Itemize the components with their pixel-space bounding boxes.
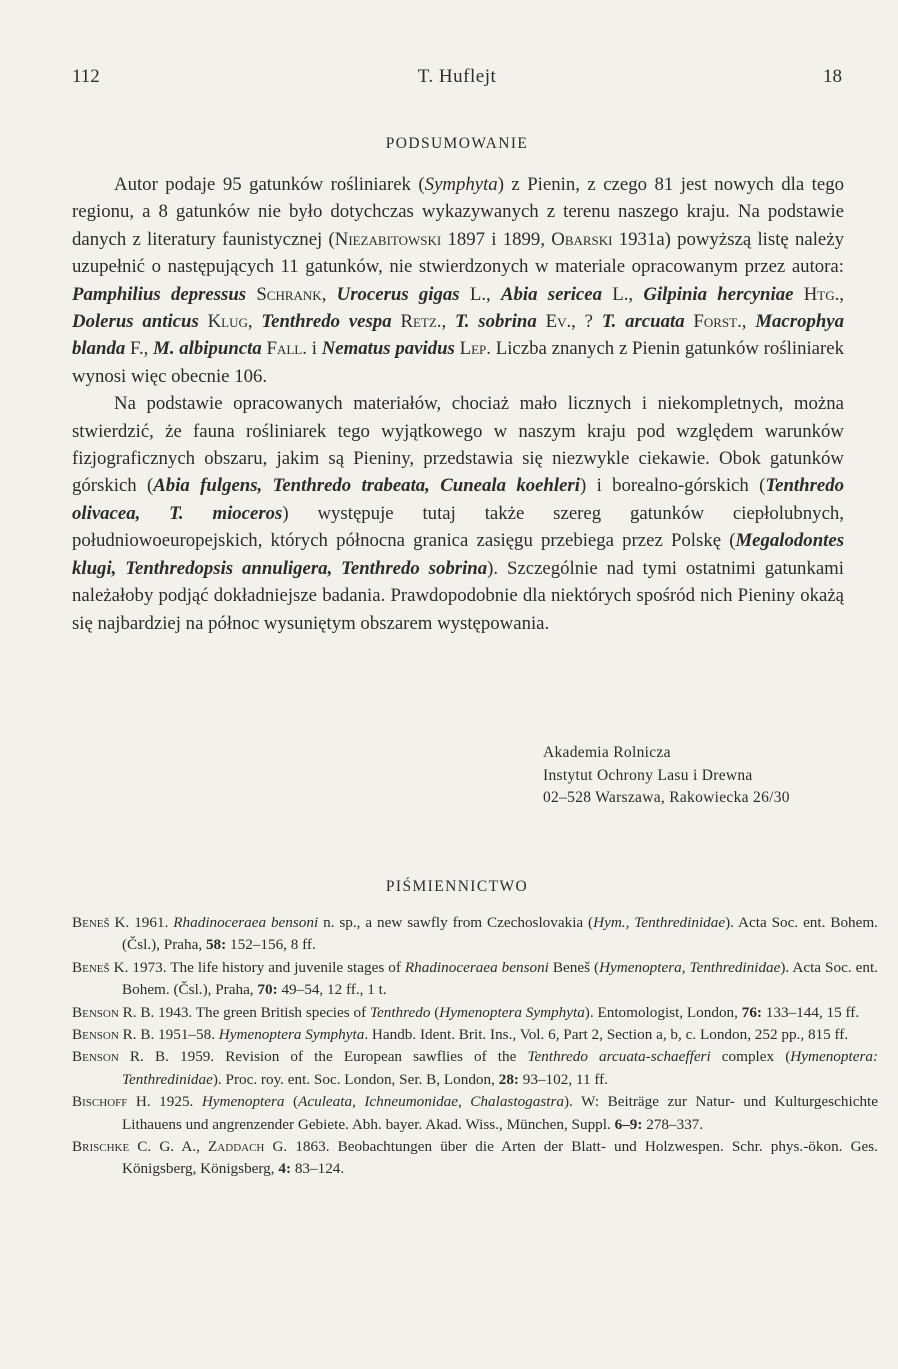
- page-number: 112: [72, 66, 100, 87]
- volume-number: 76:: [741, 1003, 762, 1021]
- reference-entry: [72, 1002, 878, 1024]
- reference-author: Beneš K.: [72, 914, 130, 931]
- text-run: ). W: Beiträge zur Natur- und Kulturgeschichte Lithauens und angrenzender Gebiete. Abh. bayer. Akad. Wiss., München, Suppl.: [122, 1093, 879, 1133]
- text-run: ). Acta Soc. ent. Bohem. (Čsl.), Praha,: [122, 914, 878, 954]
- author-address: [543, 742, 790, 810]
- issue-number: 18: [823, 66, 842, 87]
- species-author: Klug: [207, 311, 248, 333]
- text-run: ,: [839, 283, 844, 305]
- text-run: . Handb. Ident. Brit. Ins., Vol. 6, Part 2, Section a, b, c. London, 252 pp., 815 ff.: [364, 1026, 849, 1044]
- species-name: Nematus pavidus: [321, 338, 455, 360]
- text-run: (: [284, 1093, 299, 1111]
- text-run: Autor podaje 95 gatunków rośliniarek (: [114, 174, 425, 195]
- text-run: n. sp., a new sawfly from Czechoslovakia (: [318, 914, 594, 931]
- reference-entry: [72, 912, 878, 957]
- species-list: Abia fulgens, Tenthredo trabeata, Cuneala koehleri: [153, 475, 580, 497]
- species-name: Tenthredo vespa: [261, 311, 392, 333]
- text-run: ). Szczególnie nad tymi ostatnimi gatunkami należałoby podjąć dokładniejsze badania. Prawdopodobnie dla niektórych spośród nich Pieniny okażą się najbardziej na północ wysuniętym obszarem występowania.: [72, 557, 844, 634]
- species-name: Pamphilius depressus: [72, 283, 247, 305]
- text-run: ). Proc. roy. ent. Soc. London, Ser. B, London,: [212, 1070, 499, 1088]
- reference-entry: [72, 1024, 878, 1046]
- italic-run: Tenthredo arcuata-schaefferi: [527, 1048, 711, 1066]
- text-run: Liczba znanych z Pienin gatunków rośliniarek wynosi więc obecnie 106.: [72, 338, 844, 387]
- italic-run: Rhadinoceraea bensoni: [173, 914, 319, 931]
- text-run: Beneš (: [548, 958, 600, 976]
- text-run: 1863. Beobachtungen über die Arten der Blatt- und Holzwespen. Schr. phys.-ökon. Ges. Königsberg, Königsberg,: [122, 1138, 878, 1178]
- text-run: 1973. The life history and juvenile stages of: [128, 958, 405, 976]
- text-run: ,: [628, 283, 644, 305]
- reference-author: Bischoff H.: [72, 1093, 151, 1111]
- text-run: (: [430, 1003, 440, 1021]
- summary-paragraph: [72, 390, 844, 637]
- text-run: ) i borealno-górskich (: [579, 475, 766, 497]
- text-run: 1943. The green British species of: [154, 1003, 370, 1021]
- text-run: ) z Pienin, z czego 81 jest nowych dla tego regionu, a 8 gatunków nie było dotychczas wykazywanych z terenu naszego kraju. Na podstawie danych z literatury faunistycznej (: [72, 174, 844, 250]
- species-author: F.: [130, 338, 144, 360]
- volume-number: 6–9:: [614, 1115, 643, 1133]
- species-name: Urocerus gigas: [336, 283, 460, 305]
- text-run: 1961.: [129, 914, 174, 931]
- summary-paragraph: [72, 171, 844, 390]
- reference-author: Benson R. B.: [72, 1026, 155, 1044]
- italic-run: Hymenoptera, Tenthredinidae: [599, 958, 781, 976]
- species-name: T. sobrina: [455, 311, 537, 333]
- species-author: Ev.: [545, 311, 572, 333]
- species-list: Tenthredo olivacea, T. mioceros: [72, 475, 844, 524]
- text-run: 133–144, 15 ff.: [761, 1003, 860, 1021]
- volume-number: 4:: [278, 1160, 292, 1178]
- species-name: Gilpinia hercyniae: [643, 283, 794, 305]
- summary-heading: PODSUMOWANIE: [385, 135, 529, 152]
- text-run: ,: [143, 338, 154, 360]
- italic-run: Tenthredo: [369, 1003, 431, 1021]
- text-run: ). Acta Soc. ent. Bohem. (Čsl.), Praha,: [122, 958, 878, 999]
- species-author: Fall.: [266, 338, 307, 360]
- text-run: , ?: [571, 311, 602, 333]
- species-list: Megalodontes klugi, Tenthredopsis annuligera, Tenthredo sobrina: [72, 530, 844, 579]
- text-run: 1897 i 1899,: [441, 228, 552, 250]
- address-line: Akademia Rolnicza: [543, 744, 671, 761]
- text-run: i: [306, 338, 322, 360]
- italic-run: Hymenoptera Symphyta: [439, 1003, 585, 1021]
- address-line: Instytut Ochrony Lasu i Drewna: [543, 766, 753, 784]
- italic-run: Rhadinoceraea bensoni: [404, 958, 549, 976]
- reference-entry: [72, 1136, 878, 1181]
- italic-run: Hymenoptera: [201, 1093, 285, 1111]
- summary-body: [72, 171, 844, 637]
- text-run: 93–102, 11 ff.: [518, 1070, 608, 1088]
- reference-entry: [72, 1046, 878, 1091]
- text-run: 1951–58.: [154, 1026, 219, 1044]
- text-run: ,: [486, 283, 501, 305]
- italic-run: Hymenoptera Symphyta: [218, 1026, 365, 1044]
- text-run: 152–156, 8 ff.: [226, 936, 316, 954]
- species-author: Retz.: [400, 311, 442, 333]
- text-run: 1959. Revision of the European sawflies of the: [168, 1048, 528, 1066]
- italic-run: Hym., Tenthredinidae: [593, 914, 726, 931]
- text-run: ,: [441, 311, 456, 333]
- text-run: ). Entomologist, London,: [584, 1003, 742, 1021]
- text-run: ,: [247, 311, 262, 333]
- reference-entry: [72, 1091, 878, 1136]
- italic-run: Aculeata, Ichneumonidae, Chalastogastra: [298, 1093, 564, 1111]
- reference-author: Beneš K.: [72, 958, 129, 976]
- text-run: ,: [321, 283, 337, 305]
- species-author: Lep.: [459, 338, 491, 360]
- address-line: 02–528 Warszawa, Rakowiecka 26/30: [543, 789, 790, 806]
- species-author: L.: [469, 283, 487, 305]
- species-author: Htg.: [803, 283, 840, 305]
- taxon-name: Symphyta: [424, 174, 498, 195]
- text-run: 49–54, 12 ff., 1 t.: [277, 981, 387, 999]
- species-author: Forst.: [693, 311, 742, 333]
- species-name: M. albipuncta: [153, 338, 262, 360]
- text-run: ,: [741, 311, 756, 333]
- species-name: T. arcuata: [601, 311, 685, 333]
- volume-number: 28:: [498, 1070, 519, 1088]
- reference-entry: [72, 957, 878, 1002]
- text-run: 1925.: [150, 1093, 202, 1111]
- references-heading: PIŚMIENNICTWO: [385, 878, 529, 895]
- reference-author: Brischke C. G. A., Zaddach G.: [72, 1138, 288, 1156]
- text-run: complex (: [710, 1048, 791, 1066]
- species-name: Abia sericea: [500, 283, 602, 305]
- text-run: 83–124.: [291, 1160, 345, 1178]
- italic-run: Hymenoptera: Tenthredinidae: [122, 1048, 879, 1088]
- running-header: [72, 66, 842, 92]
- reference-author: Benson R. B.: [72, 1048, 169, 1066]
- volume-number: 70:: [257, 981, 278, 999]
- text-run: 1931a) powyższą listę należy uzupełnić o następujących 11 gatunków, nie stwierdzonych w materiale opracowanym przez autora:: [72, 228, 844, 278]
- reference-list: [72, 912, 878, 1181]
- species-name: Dolerus anticus: [72, 311, 199, 333]
- cited-author: Niezabitowski: [334, 228, 442, 250]
- species-author: Schrank: [256, 283, 322, 305]
- text-run: Na podstawie opracowanych materiałów, chociaż mało licznych i niekompletnych, można stwierdzić, że fauna rośliniarek tego wyjątkowego w naszym kraju pod względem warunków fizjograficznych obszaru, jakim są Pieniny, przedstawia się niezwykle ciekawie. Obok gatunków górskich (: [72, 393, 844, 497]
- volume-number: 58:: [205, 936, 227, 954]
- reference-author: Benson R. B.: [72, 1003, 155, 1021]
- text-run: ) występuje tutaj także szereg gatunków ciepłolubnych, południowoeuropejskich, których północna granica zasięgu przebiega przez Polskę (: [72, 502, 844, 552]
- text-run: 278–337.: [642, 1115, 704, 1133]
- species-name: Macrophya blanda: [72, 311, 845, 360]
- species-author: L.: [612, 283, 629, 305]
- cited-author: Obarski: [551, 228, 613, 250]
- running-title: T. Huflejt: [417, 66, 497, 87]
